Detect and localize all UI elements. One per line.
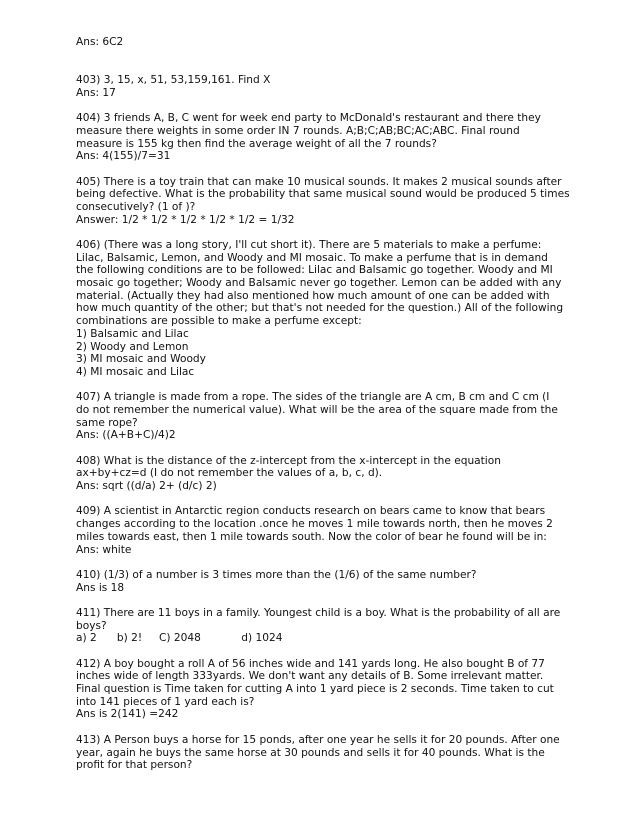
question-block-413: [76, 734, 576, 772]
question-block-407: [76, 391, 576, 442]
answer-block-402: [76, 36, 576, 49]
question-block-408: [76, 455, 576, 493]
text-line: consecutively? (1 of )?: [76, 200, 196, 213]
text-line: inches wide of length 333yards. We don't want any details of B. Some irrelevant matter.: [76, 670, 544, 683]
text-line: miles towards east, then 1 mile towards south. Now the color of bear he found will be in:: [76, 530, 547, 543]
text-line: material. (Actually they had also mentioned how much amount of one can be added with: [76, 289, 550, 302]
question-block-412: [76, 658, 576, 721]
text-line: Ans is 18: [76, 581, 125, 594]
text-line: into 141 pieces of 1 yard each is?: [76, 695, 255, 708]
text-line: how much quantity of the other; but that's not needed for the question.) All of the following: [76, 302, 564, 315]
text-line: 413) A Person buys a horse for 15 ponds, after one year he sells it for 20 pounds. After one: [76, 733, 560, 746]
text-line: 405) There is a toy train that can make 10 musical sounds. It makes 2 musical sounds after: [76, 175, 562, 188]
question-block-404: [76, 112, 576, 163]
text-line: 406) (There was a long story, I'll cut short it). There are 5 materials to make a perfume:: [76, 239, 542, 252]
text-line: profit for that person?: [76, 759, 193, 772]
text-line: Ans: 17: [76, 86, 116, 99]
text-line: 409) A scientist in Antarctic region conducts research on bears came to know that bears: [76, 505, 546, 518]
question-block-411: [76, 607, 576, 645]
text-line: Ans: white: [76, 543, 132, 556]
document-page: [76, 36, 576, 772]
text-line: Final question is Time taken for cutting A into 1 yard piece is 2 seconds. Time taken to cut: [76, 683, 554, 696]
text-line: Answer: 1/2 * 1/2 * 1/2 * 1/2 * 1/2 = 1/32: [76, 213, 295, 226]
text-line: measure is 155 kg then find the average weight of all the 7 rounds?: [76, 137, 437, 150]
text-line: ax+by+cz=d (I do not remember the values of a, b, c, d).: [76, 467, 383, 480]
text-line: 410) (1/3) of a number is 3 times more than the (1/6) of the same number?: [76, 568, 477, 581]
option-line: 2) Woody and Lemon: [76, 340, 189, 353]
question-block-405: [76, 176, 576, 227]
text-line: measure there weights in some order IN 7 rounds. A;B;C;AB;BC;AC;ABC. Final round: [76, 124, 520, 137]
text-line: do not remember the numerical value). What will be the area of the square made from the: [76, 403, 558, 416]
text-line: Ans: 6C2: [76, 36, 124, 48]
question-block-406: [76, 239, 576, 379]
text-line: combinations are possible to make a perfume except:: [76, 315, 362, 328]
text-line: 403) 3, 15, x, 51, 53,159,161. Find X: [76, 74, 271, 87]
text-line: Ans: 4(155)/7=31: [76, 150, 171, 163]
text-line: 404) 3 friends A, B, C went for week end party to McDonald's restaurant and there they: [76, 112, 541, 125]
option-line: 1) Balsamic and Lilac: [76, 327, 189, 340]
text-line: Ans: ((A+B+C)/4)2: [76, 429, 176, 442]
text-line: 407) A triangle is made from a rope. The sides of the triangle are A cm, B cm and C cm (I: [76, 391, 550, 404]
text-line: Lilac, Balsamic, Lemon, and Woody and MI mosaic. To make a perfume that is in demand: [76, 251, 548, 264]
text-line: 411) There are 11 boys in a family. Youngest child is a boy. What is the probability of all are: [76, 606, 561, 619]
question-block-410: [76, 569, 576, 594]
text-line: Ans: sqrt ((d/a) 2+ (d/c) 2): [76, 480, 217, 493]
option-line: 3) MI mosaic and Woody: [76, 353, 206, 366]
text-line: 408) What is the distance of the z-intercept from the x-intercept in the equation: [76, 454, 501, 467]
text-line: changes according to the location .once he moves 1 mile towards north, then he moves 2: [76, 518, 553, 531]
question-block-403: [76, 74, 576, 99]
text-line: boys?: [76, 619, 107, 632]
option-line: a) 2 b) 2! C) 2048 d) 1024: [76, 632, 283, 645]
text-line: same rope?: [76, 416, 138, 429]
text-line: mosaic go together; Woody and Balsamic never go together. Lemon can be added with any: [76, 277, 562, 290]
text-line: year, again he buys the same horse at 30 pounds and sells it for 40 pounds. What is the: [76, 746, 545, 759]
text-line: the following conditions are to be followed: Lilac and Balsamic go together. Woody and MI: [76, 264, 553, 277]
option-line: 4) MI mosaic and Lilac: [76, 365, 195, 378]
text-line: Ans is 2(141) =242: [76, 708, 179, 721]
text-line: being defective. What is the probability that same musical sound would be produced 5 times: [76, 188, 570, 201]
text-line: 412) A boy bought a roll A of 56 inches wide and 141 yards long. He also bought B of 77: [76, 657, 545, 670]
question-block-409: [76, 505, 576, 556]
